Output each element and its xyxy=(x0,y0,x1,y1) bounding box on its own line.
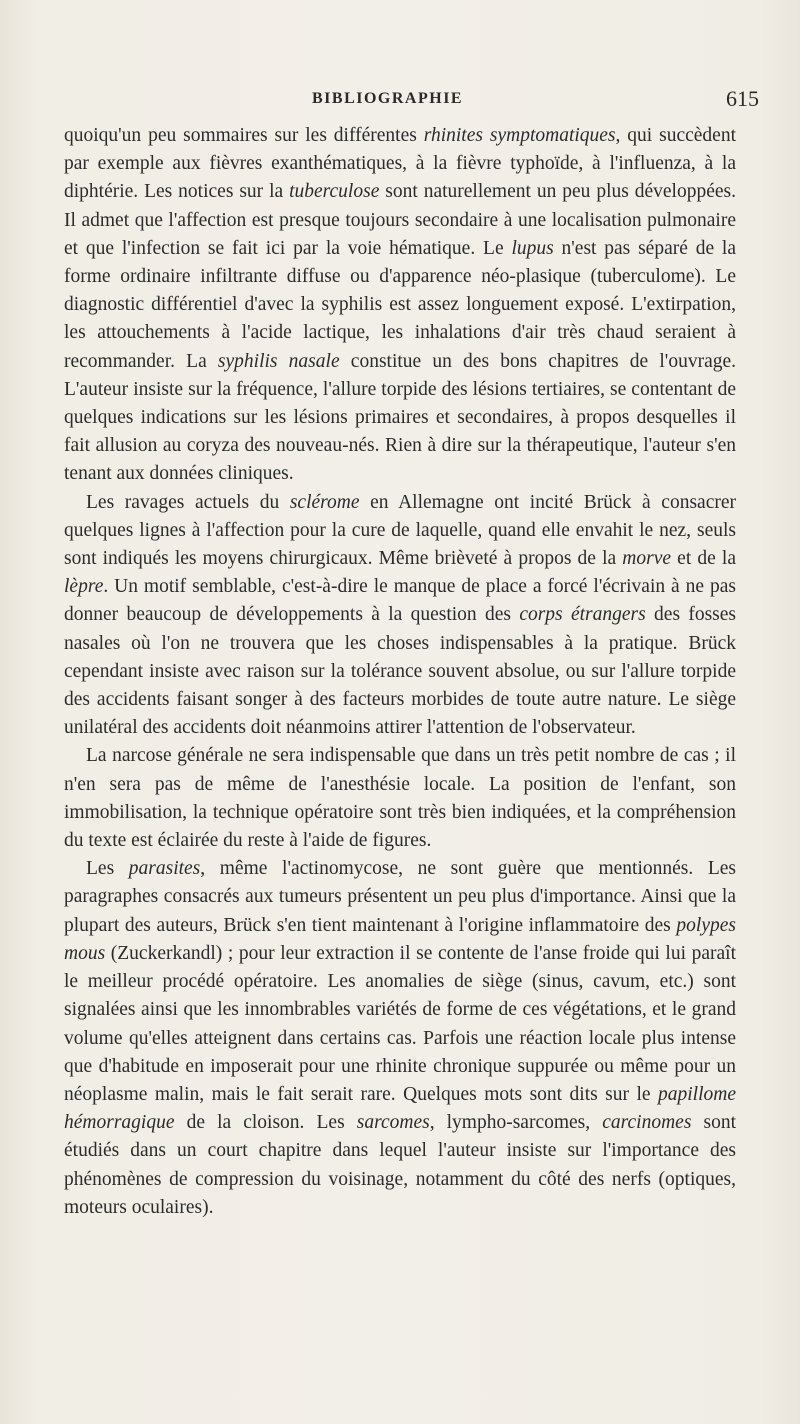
text-run: des fosses nasales où l'on ne trouvera que les choses indispensables à la pratique. Brück cependant insiste avec raison sur la tolérance souvent absolue, ou sur l'allure torpide des accidents faisant songer à des facteurs morbides de toute autre nature. Le siège unilatéral des accidents doit néanmoins attirer l'attention de l'observateur. xyxy=(64,604,737,739)
text-run: n'est pas séparé de la forme ordinaire infiltrante diffuse ou d'apparence néo-plasique (tuberculome). Le diagnostic différentiel d'avec la syphilis est assez longuement exposé. L'extirpation, les attouchements à l'acide lactique, les inhalations d'air très chaud seraient à recommander. La xyxy=(64,237,737,372)
text-run: sont étudiés dans un court chapitre dans lequel l'auteur insiste sur l'importance des phénomènes de compression du voisinage, notamment du côté des nerfs (optiques, moteurs oculaires). xyxy=(64,1112,736,1218)
page-number: 615 xyxy=(726,86,759,111)
text-run: et de la xyxy=(671,548,736,570)
text-run: , même l'actinomycose, ne sont guère que mentionnés. Les paragraphes consacrés aux tumeurs présentent un peu plus d'importance. Ainsi que la plupart des auteurs, Brück s'en tient maintenant à l'origine inflammatoire des xyxy=(64,858,736,936)
italic-term: rhinites symptomatiques xyxy=(423,125,616,146)
italic-term: morve xyxy=(622,548,672,570)
italic-term: lèpre xyxy=(64,576,104,598)
italic-term: corps étrangers xyxy=(519,604,646,626)
italic-term: sclérome xyxy=(289,491,360,513)
paragraph xyxy=(64,855,736,1222)
text-run: , lympho-sarcomes, xyxy=(429,1112,603,1134)
text-run: constitue un des bons chapitres de l'ouvrage. L'auteur insiste sur la fréquence, l'allure torpide des lésions tertiaires, se contentant de quelques indications sur les lésions primaires et secondaires, à propos desquelles il fait allusion au coryza des nouveau-nés. Rien à dire sur la thérapeutique, l'auteur s'en tenant aux données cliniques. xyxy=(64,350,736,485)
body-text xyxy=(64,122,736,1222)
text-run: de la cloison. Les xyxy=(174,1112,357,1134)
italic-term: sarcomes xyxy=(356,1112,430,1134)
text-run: La narcose générale ne sera indispensable que dans un très petit nombre de cas ; il n'en sera pas de même de l'anesthésie locale. La position de l'enfant, son immobilisation, la technique opératoire sont très bien indiquées, et la compréhension du texte est éclairée du reste à l'aide de figures. xyxy=(64,745,736,852)
italic-term: syphilis nasale xyxy=(217,350,340,372)
text-run: (Zuckerkandl) ; pour leur extraction il se contente de l'anse froide qui lui paraît le meilleur procédé opératoire. Les anomalies de siège (sinus, cavum, etc.) sont signalées ainsi que les innombrables variétés de forme de ces végétations, et le grand volume qu'elles atteignent dans certains cas. Parfois une réaction locale plus intense que d'habitude en imposerait pour une rhinite chronique suppurée ou même pour un néoplasme malin, mais le fait serait rare. Quelques mots sont dits sur le xyxy=(64,942,736,1105)
italic-term: tuberculose xyxy=(289,181,380,203)
italic-term: carcinomes xyxy=(602,1112,692,1134)
italic-term: papillome hémorragique xyxy=(64,1083,736,1134)
paragraph xyxy=(64,122,736,489)
paragraph xyxy=(64,489,736,743)
text-run: sont naturellement un peu plus développées. Il admet que l'affection est presque toujours secondaire à une localisation pulmonaire et que l'infection se fait ici par la voie hématique. Le xyxy=(64,181,737,259)
text-run: . Un motif semblable, c'est-à-dire le manque de place a forcé l'écrivain à ne pas donner beaucoup de développements à la question des xyxy=(64,576,736,626)
page-header xyxy=(0,88,800,116)
text-run: quoiqu'un peu sommaires sur les différentes xyxy=(64,125,424,146)
italic-term: parasites xyxy=(128,858,201,880)
running-title: BIBLIOGRAPHIE xyxy=(312,90,464,107)
paragraph xyxy=(64,742,736,855)
text-run: en Allemagne ont incité Brück à consacrer quelques lignes à l'affection pour la cure de laquelle, quand elle envahit le nez, seuls sont indiqués les moyens chirurgicaux. Même brièveté à propos de la xyxy=(64,491,736,570)
text-run: , qui succèdent par exemple aux fièvres exanthématiques, à la fièvre typhoïde, à l'influenza, à la diphtérie. Les notices sur la xyxy=(64,125,736,203)
italic-term: polypes mous xyxy=(64,914,736,964)
italic-term: lupus xyxy=(511,237,554,259)
text-run: Les xyxy=(86,858,129,880)
text-run: Les ravages actuels du xyxy=(86,491,290,513)
